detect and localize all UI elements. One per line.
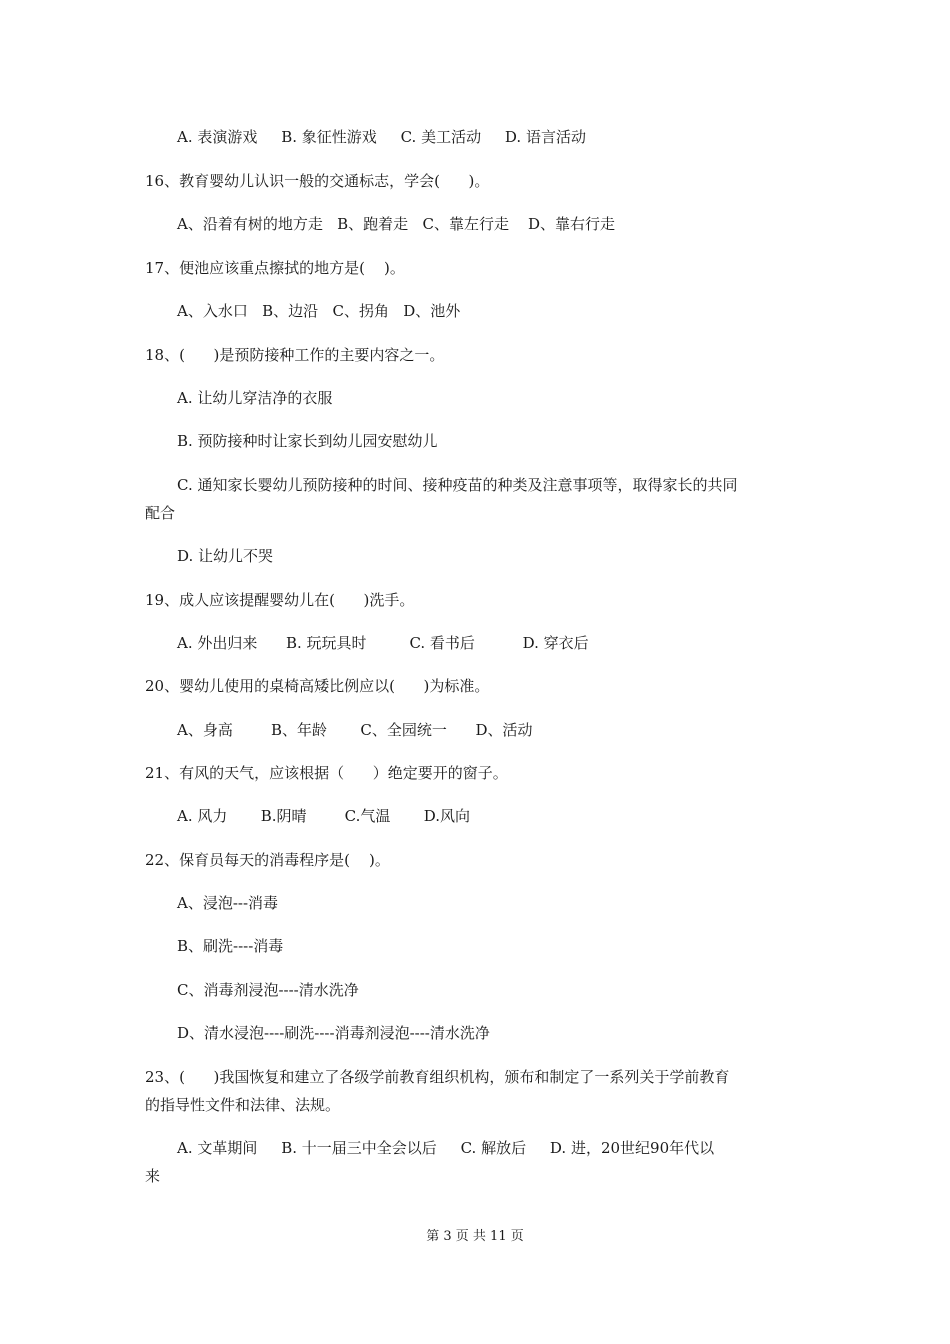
question-18: 18、( )是预防接种工作的主要内容之一。: [145, 346, 445, 364]
q17-options: A、入水口 B、边沿 C、拐角 D、池外: [177, 302, 461, 320]
question-20: 20、婴幼儿使用的桌椅高矮比例应以( )为标准。: [145, 677, 490, 695]
question-17: 17、便池应该重点擦拭的地方是( )。: [145, 259, 405, 277]
question-22: 22、保育员每天的消毒程序是( )。: [145, 851, 390, 869]
q21-options: A. 风力 B.阴晴 C.气温 D.风向: [177, 807, 471, 825]
q19-options: A. 外出归来 B. 玩玩具时 C. 看书后 D. 穿衣后: [177, 634, 589, 652]
q22-option-b: B、刷洗----消毒: [177, 937, 284, 955]
question-19: 19、成人应该提醒婴幼儿在( )洗手。: [145, 591, 415, 609]
q18-option-c-cont: 配合: [145, 504, 176, 522]
q18-option-b: B. 预防接种时让家长到幼儿园安慰幼儿: [177, 432, 438, 450]
question-23-cont: 的指导性文件和法律、法规。: [145, 1096, 341, 1114]
q23-options-cont: 来: [145, 1167, 161, 1185]
question-16: 16、教育婴幼儿认识一般的交通标志，学会( )。: [145, 172, 490, 190]
q22-option-d: D、清水浸泡----刷洗----消毒剂浸泡----清水洗净: [177, 1024, 490, 1042]
q20-options: A、身高 B、年龄 C、全园统一 D、活动: [177, 721, 533, 739]
question-23: 23、( )我国恢复和建立了各级学前教育组织机构，颁布和制定了一系列关于学前教育: [145, 1068, 730, 1086]
q18-option-a: A. 让幼儿穿洁净的衣服: [177, 389, 333, 407]
q18-option-c: C. 通知家长婴幼儿预防接种的时间、接种疫苗的种类及注意事项等，取得家长的共同: [177, 476, 738, 494]
q22-option-a: A、浸泡---消毒: [177, 894, 279, 912]
q16-options: A、沿着有树的地方走 B、跑着走 C、靠左行走 D、靠右行走: [177, 215, 616, 233]
q18-option-d: D. 让幼儿不哭: [177, 547, 274, 565]
q15-options: A. 表演游戏 B. 象征性游戏 C. 美工活动 D. 语言活动: [177, 128, 586, 146]
q22-option-c: C、消毒剂浸泡----清水洗净: [177, 981, 359, 999]
page-footer: 第 3 页 共 11 页: [426, 1229, 524, 1244]
question-21: 21、有风的天气，应该根据（ ）绝定要开的窗子。: [145, 764, 508, 782]
q23-options: A. 文革期间 B. 十一届三中全会以后 C. 解放后 D. 进，20世纪90年代以: [177, 1139, 715, 1157]
